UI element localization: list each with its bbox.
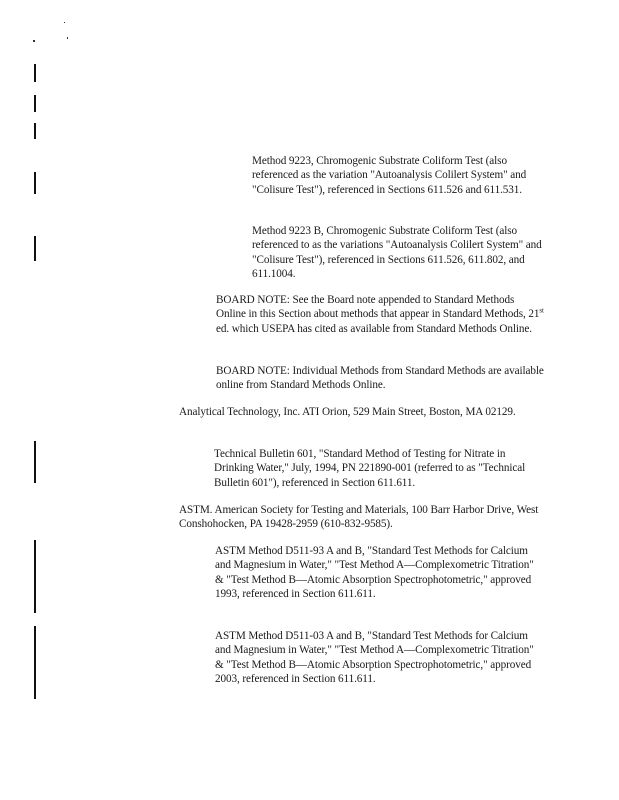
technical-bulletin-reference: Technical Bulletin 601, "Standard Method of Testing for Nitrate in Drinking Water," July, 1994, PN 221890-001 (referred to as "Technical Bulletin 601"), referenced in Section 611.611. bbox=[214, 448, 526, 489]
method-9223-reference: Method 9223, Chromogenic Substrate Coliform Test (also referenced as the variation "Autoanalysis Colilert System" and "Colisure Test"), referenced in Sections 611.526 and 611.531. bbox=[252, 155, 527, 196]
scan-speck bbox=[64, 22, 65, 23]
revision-bar bbox=[34, 236, 36, 261]
board-note-individual-methods: BOARD NOTE: Individual Methods from Standard Methods are available online from Standard Methods Online. bbox=[216, 365, 544, 392]
astm-d511-03-reference: ASTM Method D511-03 A and B, "Standard Test Methods for Calcium and Magnesium in Water," "Test Method A—Complexometric Titration" & "Test Method B—Atomic Absorption Spectrophotometric," approved 2003, referenced in Section 611.611. bbox=[215, 630, 534, 685]
scan-speck bbox=[33, 40, 35, 42]
revision-bar bbox=[34, 123, 36, 139]
revision-bar bbox=[34, 64, 36, 82]
scan-speck bbox=[67, 37, 68, 39]
edition-superscript: st bbox=[539, 306, 544, 315]
revision-bar bbox=[34, 626, 36, 699]
board-note-text-end: ed. which USEPA has cited as available from Standard Methods Online. bbox=[216, 322, 532, 335]
astm-entry: ASTM. American Society for Testing and Materials, 100 Barr Harbor Drive, West Conshohocken, PA 19428-2959 (610-832-9585). bbox=[179, 504, 539, 531]
astm-d511-93-reference: ASTM Method D511-93 A and B, "Standard Test Methods for Calcium and Magnesium in Water," "Test Method A—Complexometric Titration" & "Test Method B—Atomic Absorption Spectrophotometric," approved 1993, referenced in Section 611.611. bbox=[215, 545, 534, 600]
board-note-standard-methods bbox=[216, 293, 546, 336]
revision-bar bbox=[34, 540, 36, 613]
method-9223b-reference: Method 9223 B, Chromogenic Substrate Coliform Test (also referenced to as the variations "Autoanalysis Colilert System" and "Colisure Test"), referenced in Sections 611.526, 611.802, and 611.1004. bbox=[252, 225, 542, 280]
analytical-technology-entry: Analytical Technology, Inc. ATI Orion, 529 Main Street, Boston, MA 02129. bbox=[179, 406, 516, 418]
revision-bar bbox=[34, 172, 36, 194]
revision-bar bbox=[34, 95, 36, 112]
revision-bar bbox=[34, 441, 36, 483]
board-note-text: BOARD NOTE: See the Board note appended to Standard Methods Online in this Section about methods that appear in Standard Methods, 21 bbox=[216, 294, 540, 321]
